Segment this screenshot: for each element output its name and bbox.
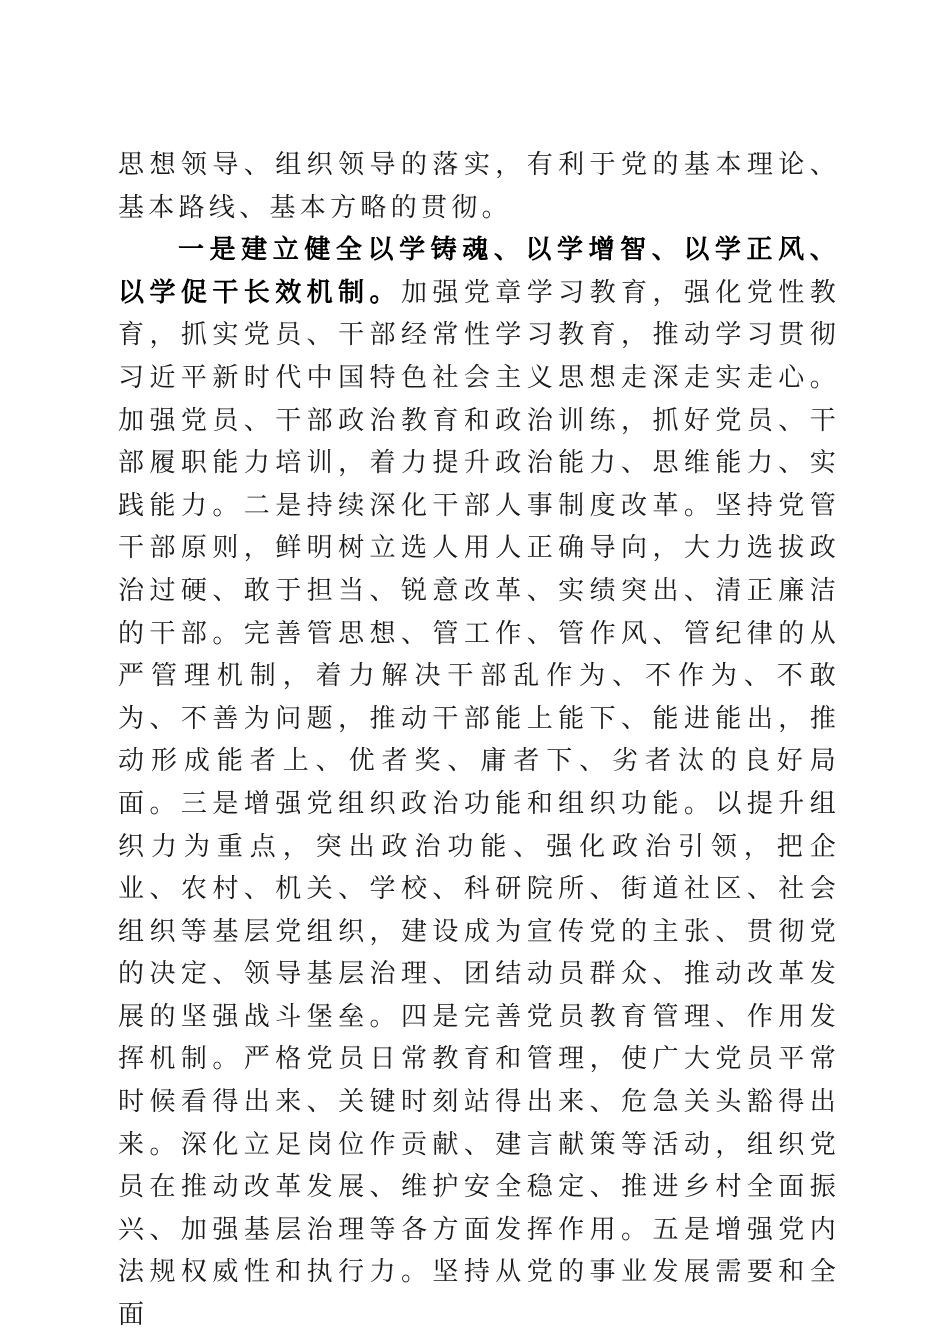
paragraph-measures bbox=[118, 229, 840, 1336]
paragraph-continued: 思想领导、组织领导的落实，有利于党的基本理论、基本路线、基本方略的贯彻。 bbox=[118, 150, 840, 223]
paragraph-heading: 一是建立健全以学铸魂、以学增智、以学正风、以学促干长效机制。 bbox=[118, 235, 840, 308]
paragraph-body: 加强党章学习教育，强化党性教育，抓实党员、干部经常性学习教育，推动学习贯彻习近平新时代中国特色社会主义思想走深走实走心。加强党员、干部政治教育和政治训练，抓好党员、干部履职能力培训，着力提升政治能力、思维能力、实践能力。二是持续深化干部人事制度改革。坚持党管干部原则，鲜明树立选人用人正确导向，大力选拔政治过硬、敢于担当、锐意改革、实绩突出、清正廉洁的干部。完善管思想、管工作、管作风、管纪律的从严管理机制，着力解决干部乱作为、不作为、不敢为、不善为问题，推动干部能上能下、能进能出，推动形成能者上、优者奖、庸者下、劣者汰的良好局面。三是增强党组织政治功能和组织功能。以提升组织力为重点，突出政治功能、强化政治引领，把企业、农村、机关、学校、科研院所、街道社区、社会组织等基层党组织，建设成为宣传党的主张、贯彻党的决定、领导基层治理、团结动员群众、推动改革发展的坚强战斗堡垒。四是完善党员教育管理、作用发挥机制。严格党员日常教育和管理，使广大党员平常时候看得出来、关键时刻站得出来、危急关头豁得出来。深化立足岗位作贡献、建言献策等活动，组织党员在推动改革发展、维护安全稳定、推进乡村全面振兴、加强基层治理等各方面发挥作用。五是增强党内法规权威性和执行力。坚持从党的事业发展需要和全面 bbox=[118, 277, 840, 1331]
body-text bbox=[118, 144, 840, 1337]
